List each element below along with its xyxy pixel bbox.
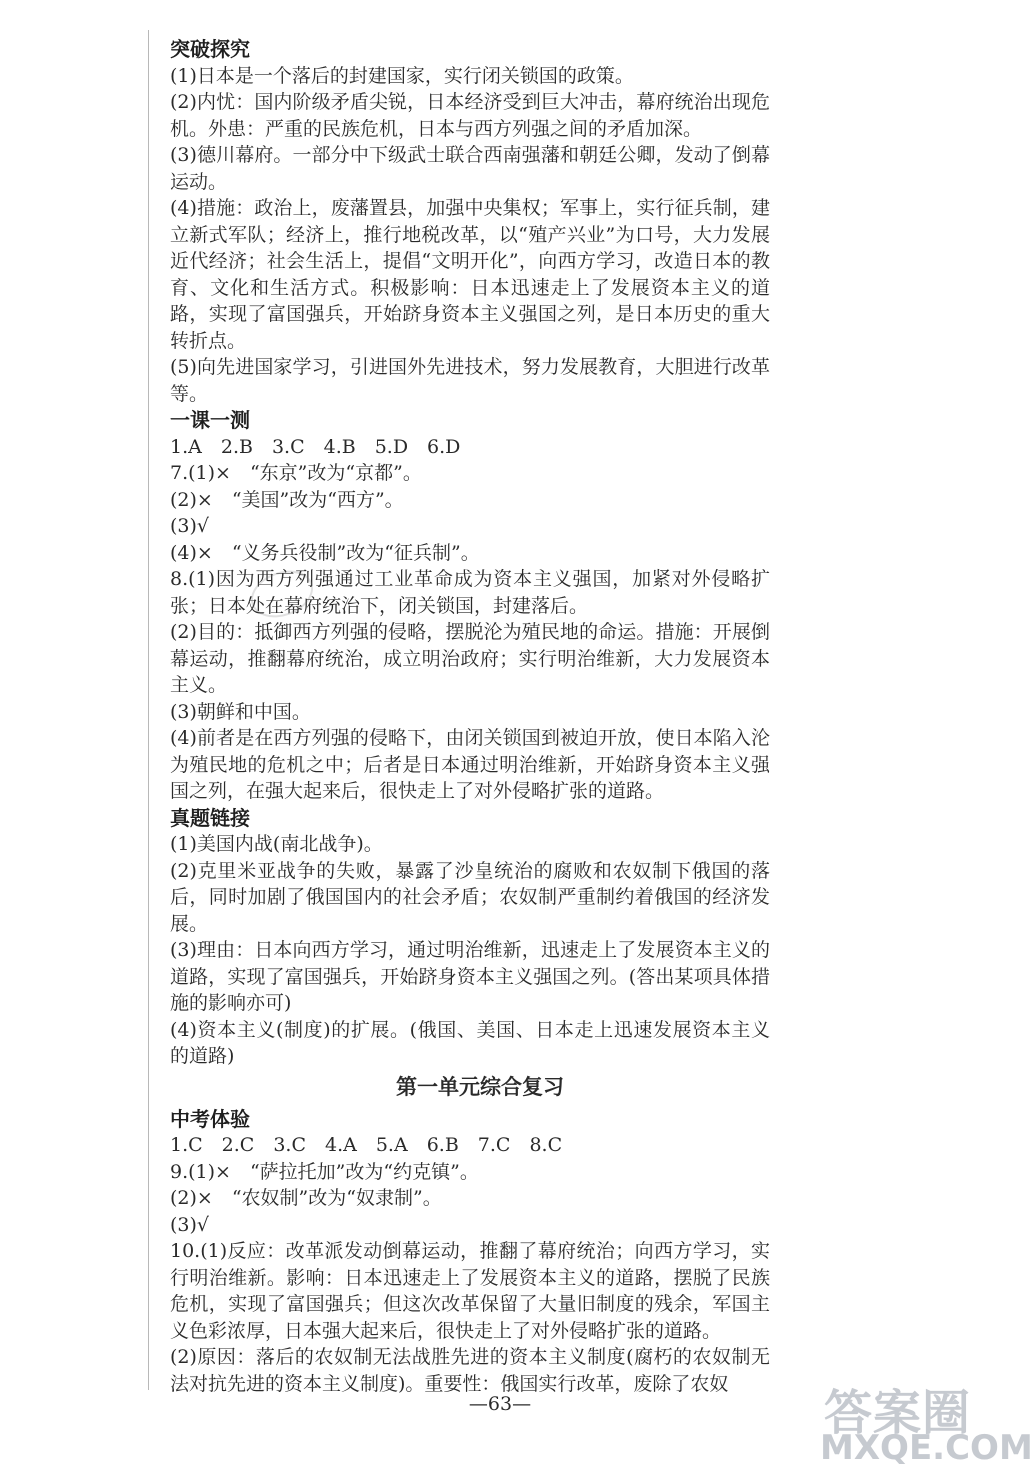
paragraph: (3)德川幕府。一部分中下级武士联合西南强藩和朝廷公卿，发动了倒幕运动。	[170, 144, 770, 193]
paragraph: (2)克里米亚战争的失败，暴露了沙皇统治的腐败和农奴制下俄国的落后，同时加剧了俄国国内的社会矛盾；农奴制严重制约着俄国的经济发展。	[170, 859, 770, 935]
heading-breakthrough: 突破探究	[170, 37, 250, 61]
paragraph: (3)理由：日本向西方学习，通过明治维新，迅速走上了发展资本主义的道路，实现了富国强兵，开始跻身资本主义强国之列。(答出某项具体措施的影响亦可)	[170, 939, 770, 1014]
margin-rule	[148, 30, 149, 1390]
watermark-logo	[818, 1372, 1033, 1471]
heading-exam-experience: 中考体验	[170, 1106, 250, 1131]
paragraph: (2)内忧：国内阶级矛盾尖锐，日本经济受到巨大冲击，幕府统治出现危机。外患：严重的民族危机，日本与西方列强之间的矛盾加深。	[170, 91, 770, 140]
paragraph: 10.(1)反应：改革派发动倒幕运动，推翻了幕府统治；向西方学习，实行明治维新。影响：日本迅速走上了发展资本主义的道路，摆脱了民族危机，实现了富国强兵；但这次改革保留了大量旧制度的残余，军国主义色彩浓厚，日本强大起来后，很快走上了对外侵略扩张的道路。	[170, 1240, 770, 1342]
paragraph: (1)美国内战(南北战争)。	[170, 833, 383, 855]
paragraph: (4)前者是在西方列强的侵略下，由闭关锁国到被迫开放，使日本陷入沦为殖民地的危机之中；后者是日本通过明治维新，开始跻身资本主义强国之列，在强大起来后，很快走上了对外侵略扩张的道路。	[170, 727, 770, 802]
paragraph: (2)× “农奴制”改为“奴隶制”。	[170, 1187, 442, 1209]
paragraph: (5)向先进国家学习，引进国外先进技术，努力发展教育，大胆进行改革等。	[170, 356, 770, 405]
paragraph: (4)资本主义(制度)的扩展。(俄国、美国、日本走上迅速发展资本主义的道路)	[170, 1018, 770, 1067]
watermark-url: MXQE.COM	[820, 1428, 1033, 1468]
paragraph: 7.(1)× “东京”改为“京都”。	[170, 462, 422, 484]
page-number: —63—	[468, 1393, 532, 1415]
answer-column	[170, 36, 770, 1397]
paragraph: (3)√	[170, 515, 210, 537]
paragraph: (3)√	[170, 1213, 210, 1236]
paragraph: (4)× “义务兵役制”改为“征兵制”。	[170, 541, 480, 564]
paragraph: (1)日本是一个落后的封建国家，实行闭关锁国的政策。	[170, 64, 634, 87]
unit-title: 第一单元综合复习	[396, 1074, 564, 1099]
heading-exam-link: 真题链接	[170, 805, 250, 830]
watermark-text: 答案圈	[824, 1385, 972, 1441]
paragraph: (2)目的：抵御西方列强的侵略，摆脱沦为殖民地的命运。措施：开展倒幕运动，推翻幕府统治，成立明治政府；实行明治维新，大力发展资本主义。	[170, 621, 770, 696]
heading-lesson-test: 一课一测	[170, 408, 250, 432]
paragraph: 8.(1)因为西方列强通过工业革命成为资本主义强国，加紧对外侵略扩张；日本处在幕府统治下，闭关锁国，封建落后。	[170, 568, 770, 617]
paragraph: (2)原因：落后的农奴制无法战胜先进的资本主义制度(腐朽的农奴制无法对抗先进的资本主义制度)。重要性：俄国实行改革，废除了农奴	[170, 1346, 770, 1395]
paragraph: (2)× “美国”改为“西方”。	[170, 488, 404, 511]
paragraph: (4)措施：政治上，废藩置县，加强中央集权；军事上，实行征兵制，建立新式军队；经济上，推行地税改革，以“殖产兴业”为口号，大力发展近代经济；社会生活上，提倡“文明开化”，向西方学习，改造日本的教育、文化和生活方式。积极影响：日本迅速走上了发展资本主义的道路，实现了富国强兵，开始跻身资本主义强国之列，是日本历史的重大转折点。	[170, 197, 770, 352]
paragraph: 9.(1)× “萨拉托加”改为“约克镇”。	[170, 1160, 479, 1183]
paragraph: 1.A 2.B 3.C 4.B 5.D 6.D	[170, 435, 461, 458]
paragraph: 1.C 2.C 3.C 4.A 5.A 6.B 7.C 8.C	[170, 1134, 563, 1156]
paragraph: (3)朝鲜和中国。	[170, 700, 311, 723]
